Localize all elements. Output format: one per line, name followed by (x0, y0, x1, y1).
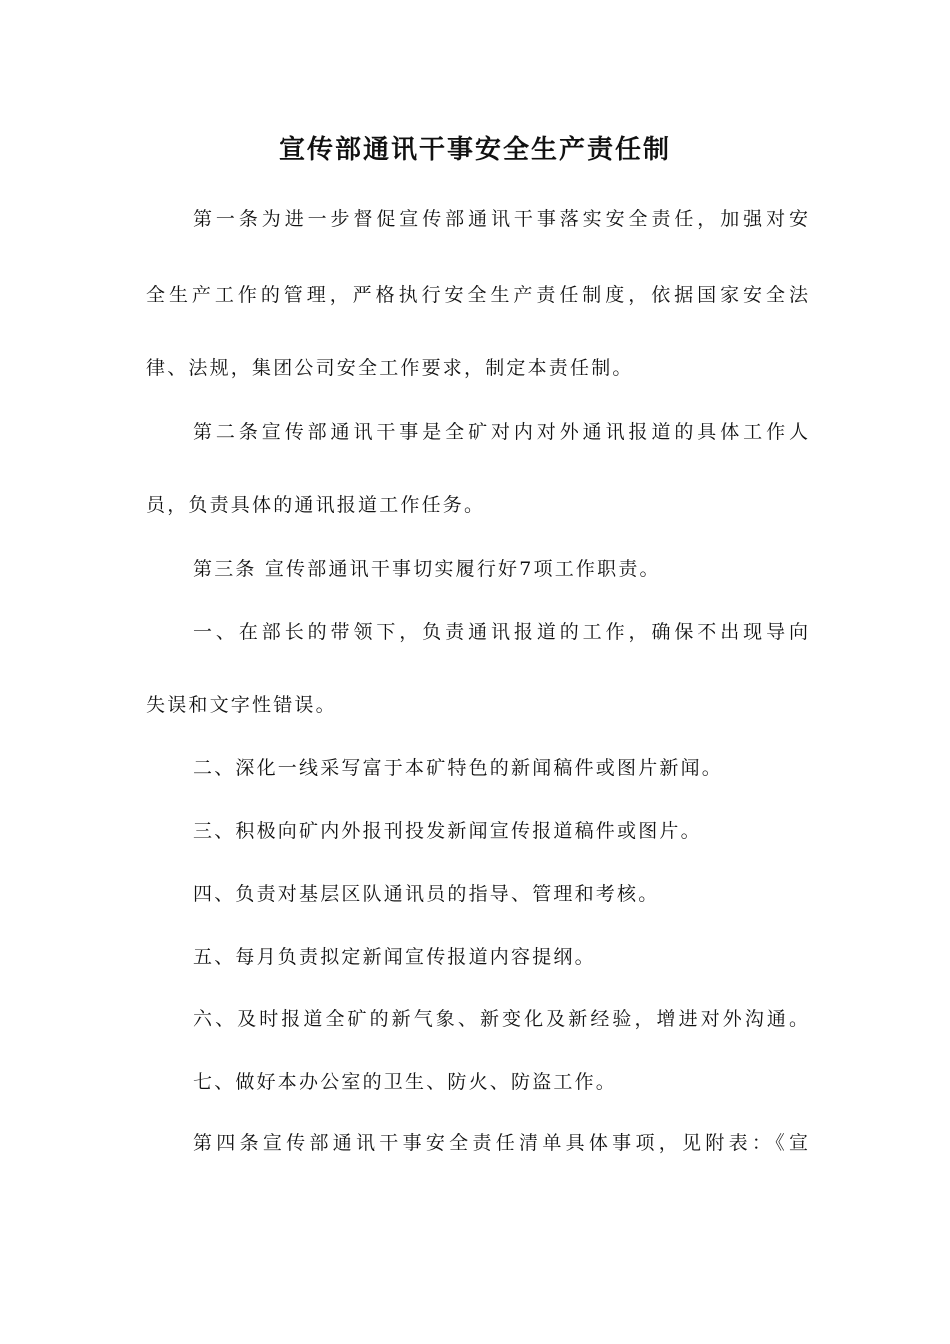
paragraph-line: 一、在部长的带领下，负责通讯报道的工作，确保不出现导向 (193, 621, 808, 643)
paragraph-line: 第四条宣传部通讯干事安全责任清单具体事项，见附表：《宣 (193, 1132, 808, 1154)
document-title: 宣传部通讯干事安全生产责任制 (278, 135, 671, 165)
paragraph-line: 第二条宣传部通讯干事是全矿对内对外通讯报道的具体工作人 (193, 421, 808, 443)
paragraph-line: 第三条 宣传部通讯干事切实履行好7项工作职责。 (193, 558, 661, 580)
paragraph-line: 六、及时报道全矿的新气象、新变化及新经验，增进对外沟通。 (193, 1008, 808, 1030)
paragraph-line: 全生产工作的管理，严格执行安全生产责任制度，依据国家安全法 (146, 284, 808, 306)
paragraph-line: 失误和文字性错误。 (146, 694, 337, 716)
paragraph-line: 五、每月负责拟定新闻宣传报道内容提纲。 (193, 946, 596, 968)
paragraph-line: 第一条为进一步督促宣传部通讯干事落实安全责任，加强对安 (193, 208, 808, 230)
paragraph-line: 三、积极向矿内外报刊投发新闻宣传报道稿件或图片。 (193, 820, 702, 842)
paragraph-line: 二、深化一线采写富于本矿特色的新闻稿件或图片新闻。 (193, 757, 724, 779)
paragraph-line: 四、负责对基层区队通讯员的指导、管理和考核。 (193, 883, 660, 905)
paragraph-line: 七、做好本办公室的卫生、防火、防盗工作。 (193, 1071, 618, 1093)
paragraph-line: 律、法规，集团公司安全工作要求，制定本责任制。 (146, 357, 634, 379)
paragraph-line: 员，负责具体的通讯报道工作任务。 (146, 494, 486, 516)
